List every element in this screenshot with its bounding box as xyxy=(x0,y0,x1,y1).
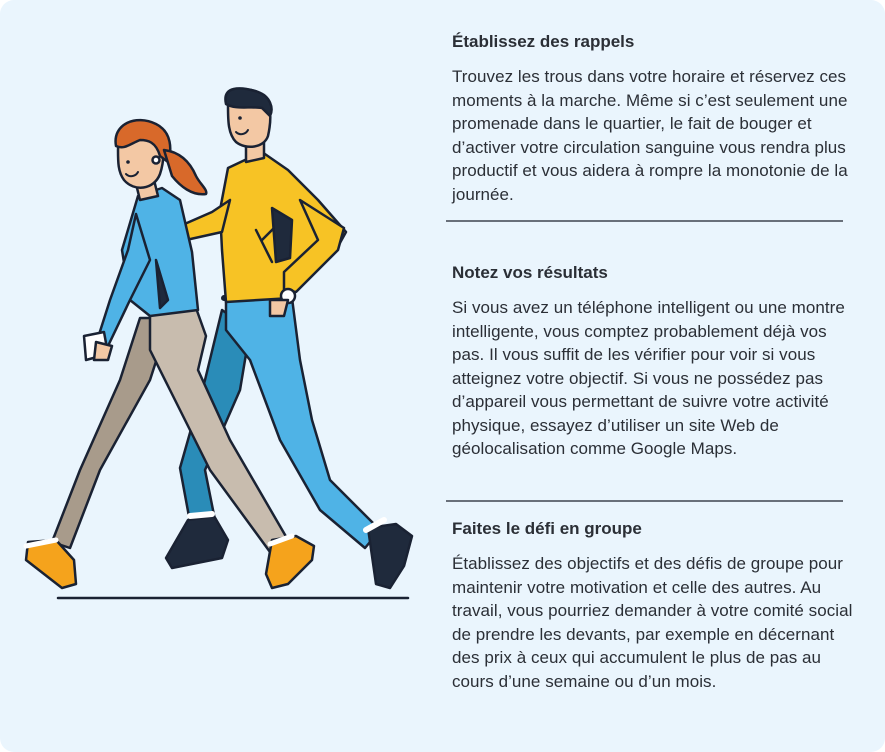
section-resultats xyxy=(452,262,862,461)
section-body: Si vous avez un téléphone intelligent ou une montre intelligente, vous comptez probablement déjà vos pas. Il vous suffit de les vérifier pour voir si vous atteignez votre objectif. Si vous ne possédez pas d’appareil vous permettant de suivre votre activité physique, essayez d’utiliser un site Web de géolocalisation comme Google Maps. xyxy=(452,298,845,458)
section-body: Établissez des objectifs et des défis de groupe pour maintenir votre motivation et celle des autres. Au travail, vous pourriez demander à votre comité social de prendre les devants, par exemple en décernant des prix à ceux qui accumulent le plus de pas au cours d’une semaine ou d’un mois. xyxy=(452,554,853,691)
section-title: Notez vos résultats xyxy=(452,263,608,282)
section-divider xyxy=(446,500,843,502)
section-body: Trouvez les trous dans votre horaire et réservez ces moments à la marche. Même si c’est seulement une promenade dans le quartier, le fait de bouger et d’activer votre circulation sanguine vous rendra plus productif et vous aidera à rompre la monotonie de la journée. xyxy=(452,67,848,204)
section-divider xyxy=(446,220,843,222)
section-rappels xyxy=(452,31,862,206)
walking-couple-illustration xyxy=(0,60,440,620)
section-title: Faites le défi en groupe xyxy=(452,519,642,538)
section-defi-groupe xyxy=(452,518,862,693)
section-title: Établissez des rappels xyxy=(452,32,635,51)
